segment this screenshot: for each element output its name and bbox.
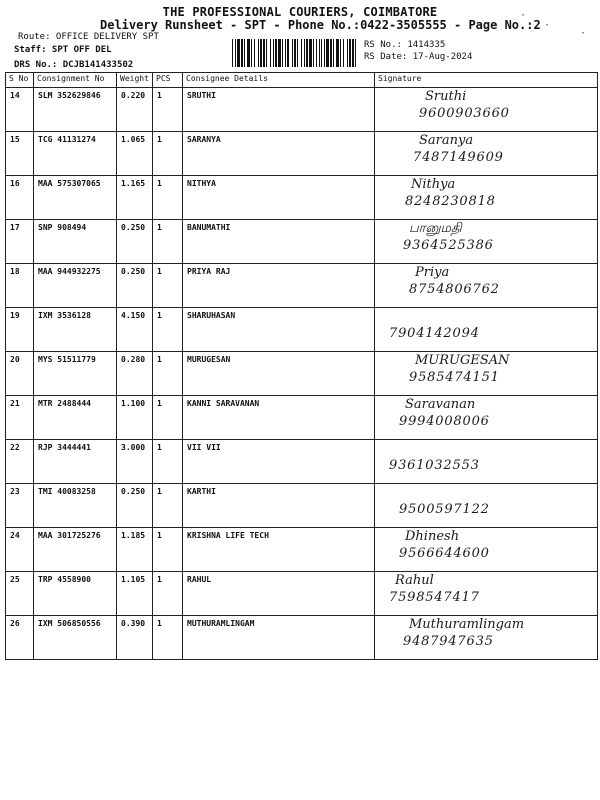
cell-consignee: SRUTHI [183, 88, 375, 132]
cell-pcs: 1 [153, 528, 183, 572]
cell-weight: 0.250 [117, 264, 153, 308]
barcode-image [232, 39, 356, 67]
cell-weight: 1.065 [117, 132, 153, 176]
table-row [6, 132, 598, 176]
signature-phone: 7904142094 [389, 326, 480, 341]
cell-signature [375, 528, 598, 572]
cell-pcs: 1 [153, 88, 183, 132]
cell-weight: 1.165 [117, 176, 153, 220]
cell-consignee: BANUMATHI [183, 220, 375, 264]
cell-consignment-no: SNP 908494 [34, 220, 117, 264]
rs-date: RS Date: 17-Aug-2024 [364, 52, 473, 62]
cell-signature [375, 220, 598, 264]
drs-number: DRS No.: DCJB141433502 [14, 60, 134, 70]
signature-name: Dhinesh [405, 529, 460, 544]
cell-weight: 3.000 [117, 440, 153, 484]
cell-weight: 1.100 [117, 396, 153, 440]
cell-consignment-no: TCG 41131274 [34, 132, 117, 176]
signature-phone: 9585474151 [409, 370, 500, 385]
cell-signature [375, 132, 598, 176]
company-title: THE PROFESSIONAL COURIERS, COIMBATORE [162, 5, 438, 19]
table-row [6, 88, 598, 132]
col-header-pcs: PCS [153, 73, 183, 88]
cell-signature [375, 176, 598, 220]
cell-sno: 24 [6, 528, 34, 572]
cell-pcs: 1 [153, 132, 183, 176]
scan-speck: · [520, 10, 527, 21]
cell-signature [375, 88, 598, 132]
cell-weight: 0.280 [117, 352, 153, 396]
table-header-row [6, 73, 598, 88]
signature-phone: 7598547417 [389, 590, 480, 605]
cell-consignee: MUTHURAMLINGAM [183, 616, 375, 660]
cell-sno: 25 [6, 572, 34, 616]
col-header-sno: S No [6, 73, 34, 88]
scan-speck: · [544, 20, 551, 31]
cell-weight: 0.220 [117, 88, 153, 132]
cell-consignee: SARANYA [183, 132, 375, 176]
cell-pcs: 1 [153, 264, 183, 308]
table-row [6, 616, 598, 660]
signature-name: Saranya [419, 133, 474, 148]
signature-phone: 9600903660 [419, 106, 510, 121]
cell-consignee: RAHUL [183, 572, 375, 616]
cell-signature [375, 484, 598, 528]
cell-sno: 19 [6, 308, 34, 352]
cell-consignee: PRIYA RAJ [183, 264, 375, 308]
table-row [6, 528, 598, 572]
cell-consignee: KRISHNA LIFE TECH [183, 528, 375, 572]
table-row [6, 572, 598, 616]
col-header-consignee: Consignee Details [183, 73, 375, 88]
table-row [6, 440, 598, 484]
cell-consignment-no: TMI 40083258 [34, 484, 117, 528]
signature-name: Rahul [395, 573, 434, 588]
cell-pcs: 1 [153, 572, 183, 616]
cell-sno: 18 [6, 264, 34, 308]
cell-consignment-no: MAA 944932275 [34, 264, 117, 308]
signature-name: Sruthi [425, 89, 467, 104]
cell-signature [375, 352, 598, 396]
cell-pcs: 1 [153, 484, 183, 528]
cell-weight: 0.250 [117, 484, 153, 528]
cell-weight: 0.250 [117, 220, 153, 264]
cell-consignment-no: MAA 575307065 [34, 176, 117, 220]
cell-sno: 22 [6, 440, 34, 484]
signature-phone: 7487149609 [413, 150, 504, 165]
signature-phone: 9994008006 [399, 414, 490, 429]
cell-weight: 1.105 [117, 572, 153, 616]
delivery-table [5, 72, 598, 660]
cell-pcs: 1 [153, 308, 183, 352]
cell-signature [375, 440, 598, 484]
cell-signature [375, 616, 598, 660]
cell-sno: 14 [6, 88, 34, 132]
cell-consignment-no: MYS 51511779 [34, 352, 117, 396]
signature-phone: 9566644600 [399, 546, 490, 561]
signature-name: MURUGESAN [415, 353, 510, 368]
signature-name: Nithya [411, 177, 456, 192]
cell-consignment-no: RJP 3444441 [34, 440, 117, 484]
col-header-signature: Signature [375, 73, 598, 88]
route-label: Route: OFFICE DELIVERY SPT [18, 32, 159, 42]
col-header-consignment: Consignment No [34, 73, 117, 88]
signature-phone: 9500597122 [399, 502, 490, 517]
cell-consignee: NITHYA [183, 176, 375, 220]
cell-pcs: 1 [153, 396, 183, 440]
signature-phone: 9364525386 [403, 238, 494, 253]
cell-sno: 16 [6, 176, 34, 220]
cell-pcs: 1 [153, 440, 183, 484]
table-row [6, 264, 598, 308]
cell-consignment-no: MTR 2488444 [34, 396, 117, 440]
cell-sno: 15 [6, 132, 34, 176]
cell-consignee: KANNI SARAVANAN [183, 396, 375, 440]
cell-weight: 4.150 [117, 308, 153, 352]
cell-signature [375, 308, 598, 352]
signature-name: Saravanan [405, 397, 476, 412]
cell-sno: 23 [6, 484, 34, 528]
cell-consignee: MURUGESAN [183, 352, 375, 396]
runsheet-title: Delivery Runsheet - SPT - Phone No.:0422-3505555 - Page No.:2 [100, 18, 541, 32]
cell-consignee: SHARUHASAN [183, 308, 375, 352]
cell-sno: 17 [6, 220, 34, 264]
table-row [6, 484, 598, 528]
cell-consignee: KARTHI [183, 484, 375, 528]
signature-name: பானுமதி [409, 221, 462, 236]
cell-consignment-no: SLM 352629846 [34, 88, 117, 132]
cell-signature [375, 396, 598, 440]
cell-pcs: 1 [153, 220, 183, 264]
cell-weight: 0.390 [117, 616, 153, 660]
signature-name: Muthuramlingam [409, 617, 525, 632]
cell-sno: 20 [6, 352, 34, 396]
rs-number: RS No.: 1414335 [364, 40, 446, 50]
staff-label: Staff: SPT OFF DEL [14, 45, 112, 55]
cell-sno: 26 [6, 616, 34, 660]
cell-consignment-no: IXM 506850556 [34, 616, 117, 660]
signature-phone: 9361032553 [389, 458, 480, 473]
signature-phone: 9487947635 [403, 634, 494, 649]
cell-consignment-no: TRP 4558900 [34, 572, 117, 616]
scan-speck: · [580, 28, 587, 39]
cell-sno: 21 [6, 396, 34, 440]
col-header-weight: Weight [117, 73, 153, 88]
cell-consignment-no: MAA 301725276 [34, 528, 117, 572]
cell-signature [375, 572, 598, 616]
cell-pcs: 1 [153, 616, 183, 660]
signature-phone: 8754806762 [409, 282, 500, 297]
table-row [6, 396, 598, 440]
cell-consignee: VII VII [183, 440, 375, 484]
cell-consignment-no: IXM 3536128 [34, 308, 117, 352]
cell-weight: 1.185 [117, 528, 153, 572]
signature-name: Priya [415, 265, 450, 280]
cell-pcs: 1 [153, 176, 183, 220]
table-row [6, 176, 598, 220]
table-row [6, 352, 598, 396]
signature-phone: 8248230818 [405, 194, 496, 209]
table-row [6, 220, 598, 264]
cell-pcs: 1 [153, 352, 183, 396]
cell-signature [375, 264, 598, 308]
table-row [6, 308, 598, 352]
